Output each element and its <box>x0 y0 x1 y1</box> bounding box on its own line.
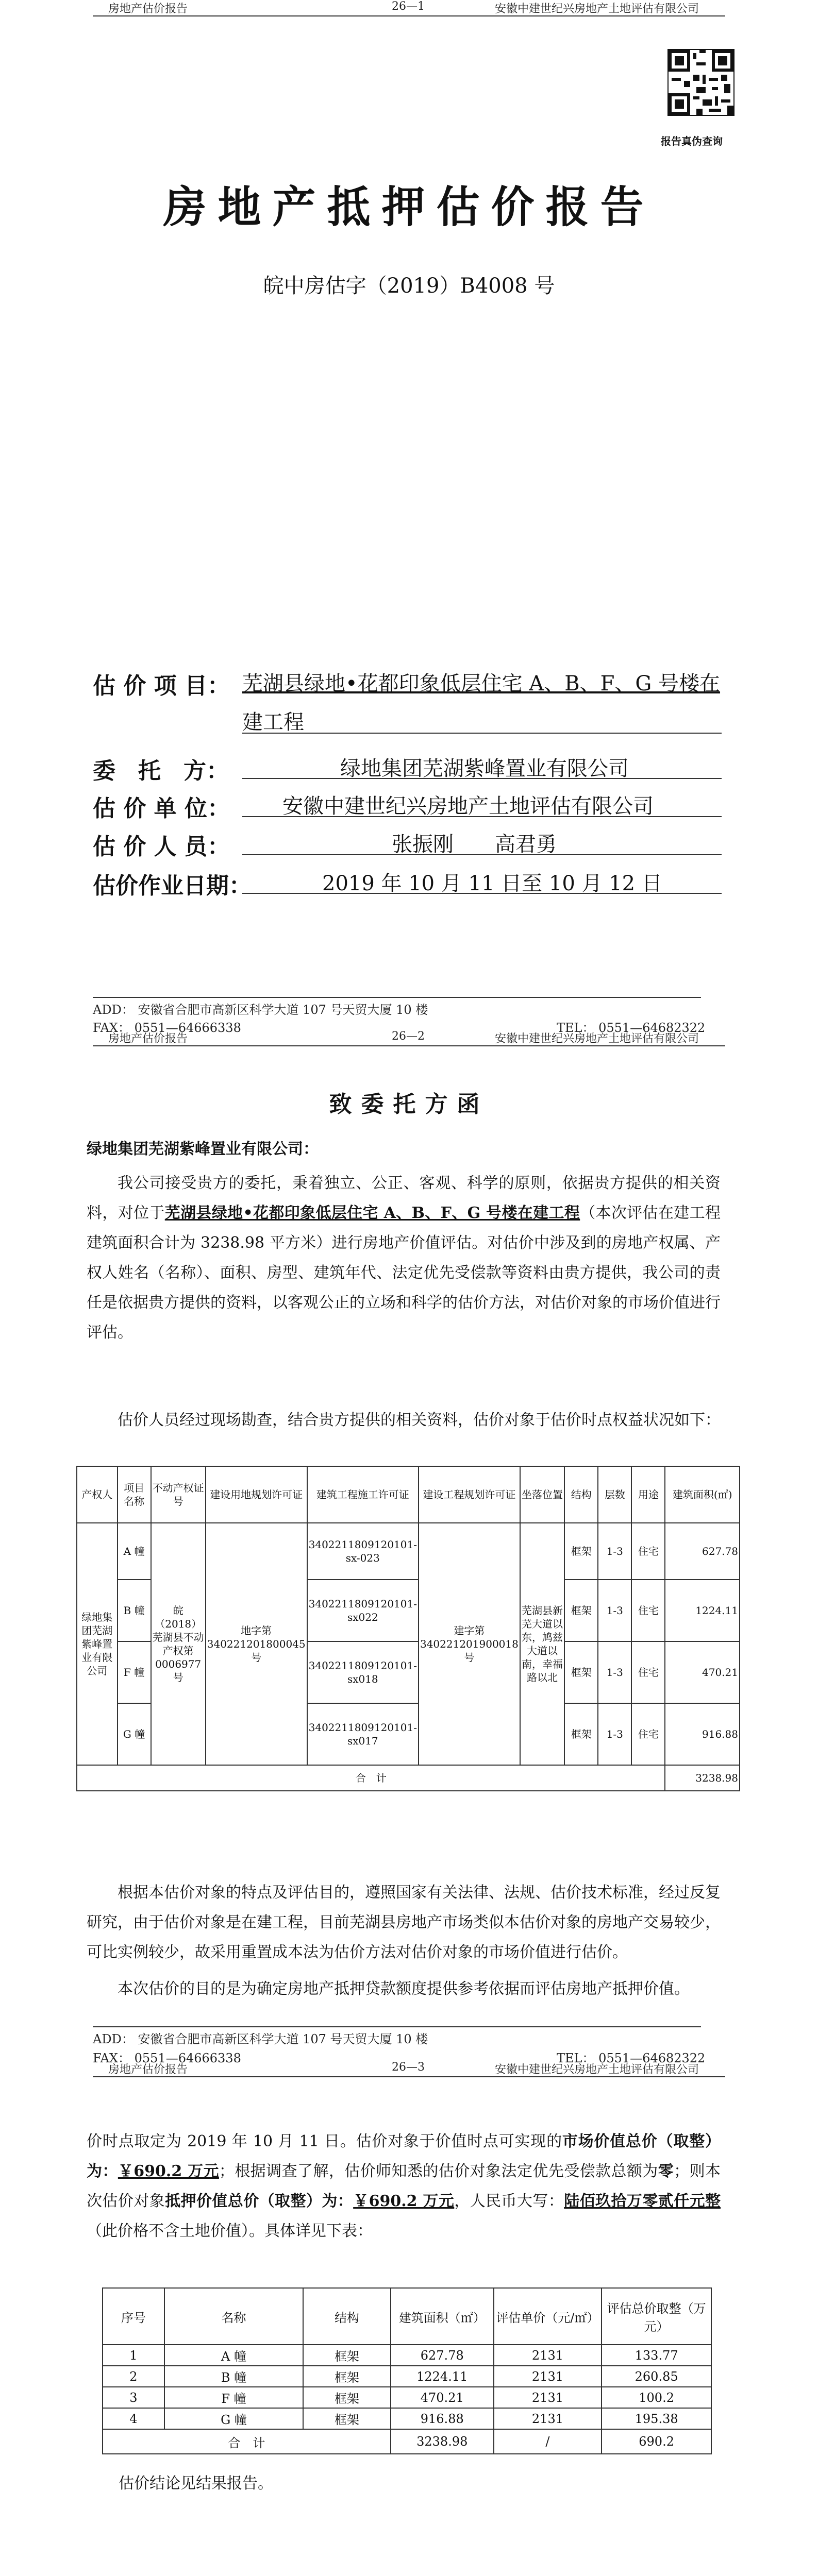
footer-address: ADD： 安徽省合肥市高新区科学大道 107 号天贸大厦 10 楼 <box>93 1003 428 1017</box>
letter-paragraph-2: 估价人员经过现场勘查，结合贵方提供的相关资料，估价对象于估价时点权益状况如下： <box>118 1411 721 1429</box>
footer-tel: TEL： 0551—64682322 <box>557 2051 706 2065</box>
appraisers-value: 张振刚 高君勇 <box>392 833 557 856</box>
plan-permit-cell: 建字第340221201900018号 <box>419 1523 520 1765</box>
col-name: 名称 <box>164 2288 303 2345</box>
owner-cell: 绿地集团芜湖紫峰置业有限公司 <box>77 1523 118 1765</box>
letter-title: 致委托方函 <box>329 1091 489 1117</box>
table-row: 1 A 幢 框架 627.78 2131 133.77 <box>103 2345 711 2366</box>
appraisers-underline <box>242 854 722 855</box>
valuation-table <box>102 2287 712 2454</box>
project-value-line2: 建工程 <box>242 710 304 734</box>
rights-table <box>76 1466 740 1791</box>
col-unit-price: 评估单价（元/㎡） <box>494 2288 602 2345</box>
table-total-row: 合 计 3238.98 <box>77 1765 740 1791</box>
col-build-permit: 建筑工程施工许可证 <box>307 1466 419 1523</box>
work-date-value: 2019 年 10 月 11 日至 10 月 12 日 <box>322 872 662 895</box>
col-cert: 不动产权证号 <box>151 1466 206 1523</box>
table-row: F 幢 3402211809120101-sx018 框架 1-3 住宅 470.21 <box>77 1641 740 1703</box>
project-label: 估 价 项 目： <box>93 673 230 699</box>
qr-code[interactable] <box>667 49 734 116</box>
header-rule <box>93 15 725 16</box>
col-location: 坐落位置 <box>520 1466 564 1523</box>
footer-address: ADD： 安徽省合肥市高新区科学大道 107 号天贸大厦 10 楼 <box>93 2032 428 2046</box>
footer-tel: TEL： 0551—64682322 <box>557 1021 706 1035</box>
letter-paragraph-3: 根据本估价对象的特点及评估目的，遵照国家有关法律、法规、估价技术标准，经过反复研究，由于估价对象是在建工程，目前芜湖县房地产市场类似本估价对象的房地产交易较少，可比实例较少，故采用重置成本法为估价方法对估价对象的市场价值进行估价。 <box>87 1884 721 1961</box>
col-use: 用途 <box>631 1466 665 1523</box>
appraisers-label: 估 价 人 员： <box>93 834 230 860</box>
client-value: 绿地集团芜湖紫峰置业有限公司 <box>340 757 629 781</box>
project-underline <box>242 733 722 734</box>
table-row: G 幢 3402211809120101-sx017 框架 1-3 住宅 916.88 <box>77 1703 740 1765</box>
table-row: 4 G 幢 框架 916.88 2131 195.38 <box>103 2408 711 2429</box>
appraiser-org-label: 估 价 单 位： <box>93 795 230 822</box>
letter-paragraph-4: 本次估价的目的是为确定房地产抵押贷款额度提供参考依据而评估房地产抵押价值。 <box>118 1980 690 1998</box>
col-structure: 结构 <box>303 2288 391 2345</box>
letter-paragraph-1: 我公司接受贵方的委托，秉着独立、公正、客观、科学的原则，依据贵方提供的相关资料，对位于芜湖县绿地•花都印象低层住宅 A、B、F、G 号楼在建工程（本次评估在建工程建筑面积合计为 3238.98 平方米）进行房地产价值评估。对估价中涉及到的房地产权属、产权人姓名（名称）、面积、房型、建筑年代、法定优先受偿款等资料由贵方提供，我公司的责任是依据贵方提供的资料，以客观公正的立场和科学的估价方法，对估价对象的市场价值进行评估。 <box>87 1174 721 1342</box>
qr-caption: 报告真伪查询 <box>661 135 723 147</box>
col-area: 建筑面积(㎡) <box>665 1466 740 1523</box>
table-row: 3 F 幢 框架 470.21 2131 100.2 <box>103 2387 711 2408</box>
table-total-row: 合 计 3238.98 / 690.2 <box>103 2429 711 2454</box>
col-area: 建筑面积（㎡） <box>391 2288 494 2345</box>
work-date-label: 估价作业日期： <box>93 873 252 899</box>
location-cell: 芜湖县新芜大道以东，鸠兹大道以南，幸福路以北 <box>520 1523 564 1765</box>
col-plan-permit: 建设工程规划许可证 <box>419 1466 520 1523</box>
project-value-line1: 芜湖县绿地•花都印象低层住宅 A、B、F、G 号楼在 <box>242 672 721 696</box>
header-rule <box>93 1045 725 1046</box>
report-title: 房地产抵押估价报告 <box>163 181 655 232</box>
conclusion-note: 估价结论见结果报告。 <box>119 2475 273 2493</box>
table-row: 绿地集团芜湖紫峰置业有限公司 A 幢 皖（2018）芜湖县不动产权第0006977号 地字第340221201800045号 3402211809120101-sx-023 建字第340221201900018号 芜湖县新芜大道以东，鸠兹大道以南，幸福路以北 框架 1-3 住宅 627.78 <box>77 1523 740 1580</box>
client-underline <box>242 778 722 779</box>
col-seq: 序号 <box>103 2288 164 2345</box>
appraiser-org-value: 安徽中建世纪兴房地产土地评估有限公司 <box>282 794 654 818</box>
col-project: 项目名称 <box>118 1466 151 1523</box>
footer-fax: FAX： 0551—64666338 <box>93 2051 241 2065</box>
col-total-price: 评估总价取整（万元） <box>602 2288 711 2345</box>
page-header-left: 房地产估价报告 <box>108 1032 188 1045</box>
col-land-permit: 建设用地规划许可证 <box>206 1466 307 1523</box>
page-header-right: 安徽中建世纪兴房地产土地评估有限公司 <box>495 1032 699 1045</box>
client-label: 委 托 方： <box>93 758 229 784</box>
table-row: B 幢 3402211809120101-sx022 框架 1-3 住宅 1224.11 <box>77 1580 740 1641</box>
page-header-right: 安徽中建世纪兴房地产土地评估有限公司 <box>495 3 699 15</box>
col-structure: 结构 <box>564 1466 598 1523</box>
page-header-left: 房地产估价报告 <box>108 3 188 15</box>
letter-addressee: 绿地集团芜湖紫峰置业有限公司： <box>87 1140 319 1158</box>
land-permit-cell: 地字第340221201800045号 <box>206 1523 307 1765</box>
header-rule <box>93 2076 725 2077</box>
table-row: 2 B 幢 框架 1224.11 2131 260.85 <box>103 2366 711 2387</box>
col-floors: 层数 <box>598 1466 631 1523</box>
col-owner: 产权人 <box>77 1466 118 1523</box>
page-header-left: 房地产估价报告 <box>108 2063 188 2076</box>
date-underline <box>242 893 722 894</box>
page-number: 26—1 <box>392 0 425 13</box>
page-number: 26—3 <box>392 2061 425 2074</box>
footer-rule <box>93 2026 701 2027</box>
cert-cell: 皖（2018）芜湖县不动产权第0006977号 <box>151 1523 206 1765</box>
footer-fax: FAX： 0551—64666338 <box>93 1021 241 1035</box>
page-header-right: 安徽中建世纪兴房地产土地评估有限公司 <box>495 2063 699 2076</box>
report-number: 皖中房估字（2019）B4008 号 <box>263 274 555 298</box>
letter-paragraph-5: 价时点取定为 2019 年 10 月 11 日。估价对象于价值时点可实现的市场价值总价（取整）为：￥690.2 万元；根据调查了解，估价师知悉的估价对象法定优先受偿款总额为零；则本次估价对象抵押价值总价（取整）为：￥690.2 万元，人民币大写：陆佰玖拾万零贰仟元整（此价格不含土地价值）。具体详见下表： <box>87 2132 721 2240</box>
org-underline <box>242 816 722 817</box>
footer-rule <box>93 997 701 998</box>
page-number: 26—2 <box>392 1030 425 1043</box>
